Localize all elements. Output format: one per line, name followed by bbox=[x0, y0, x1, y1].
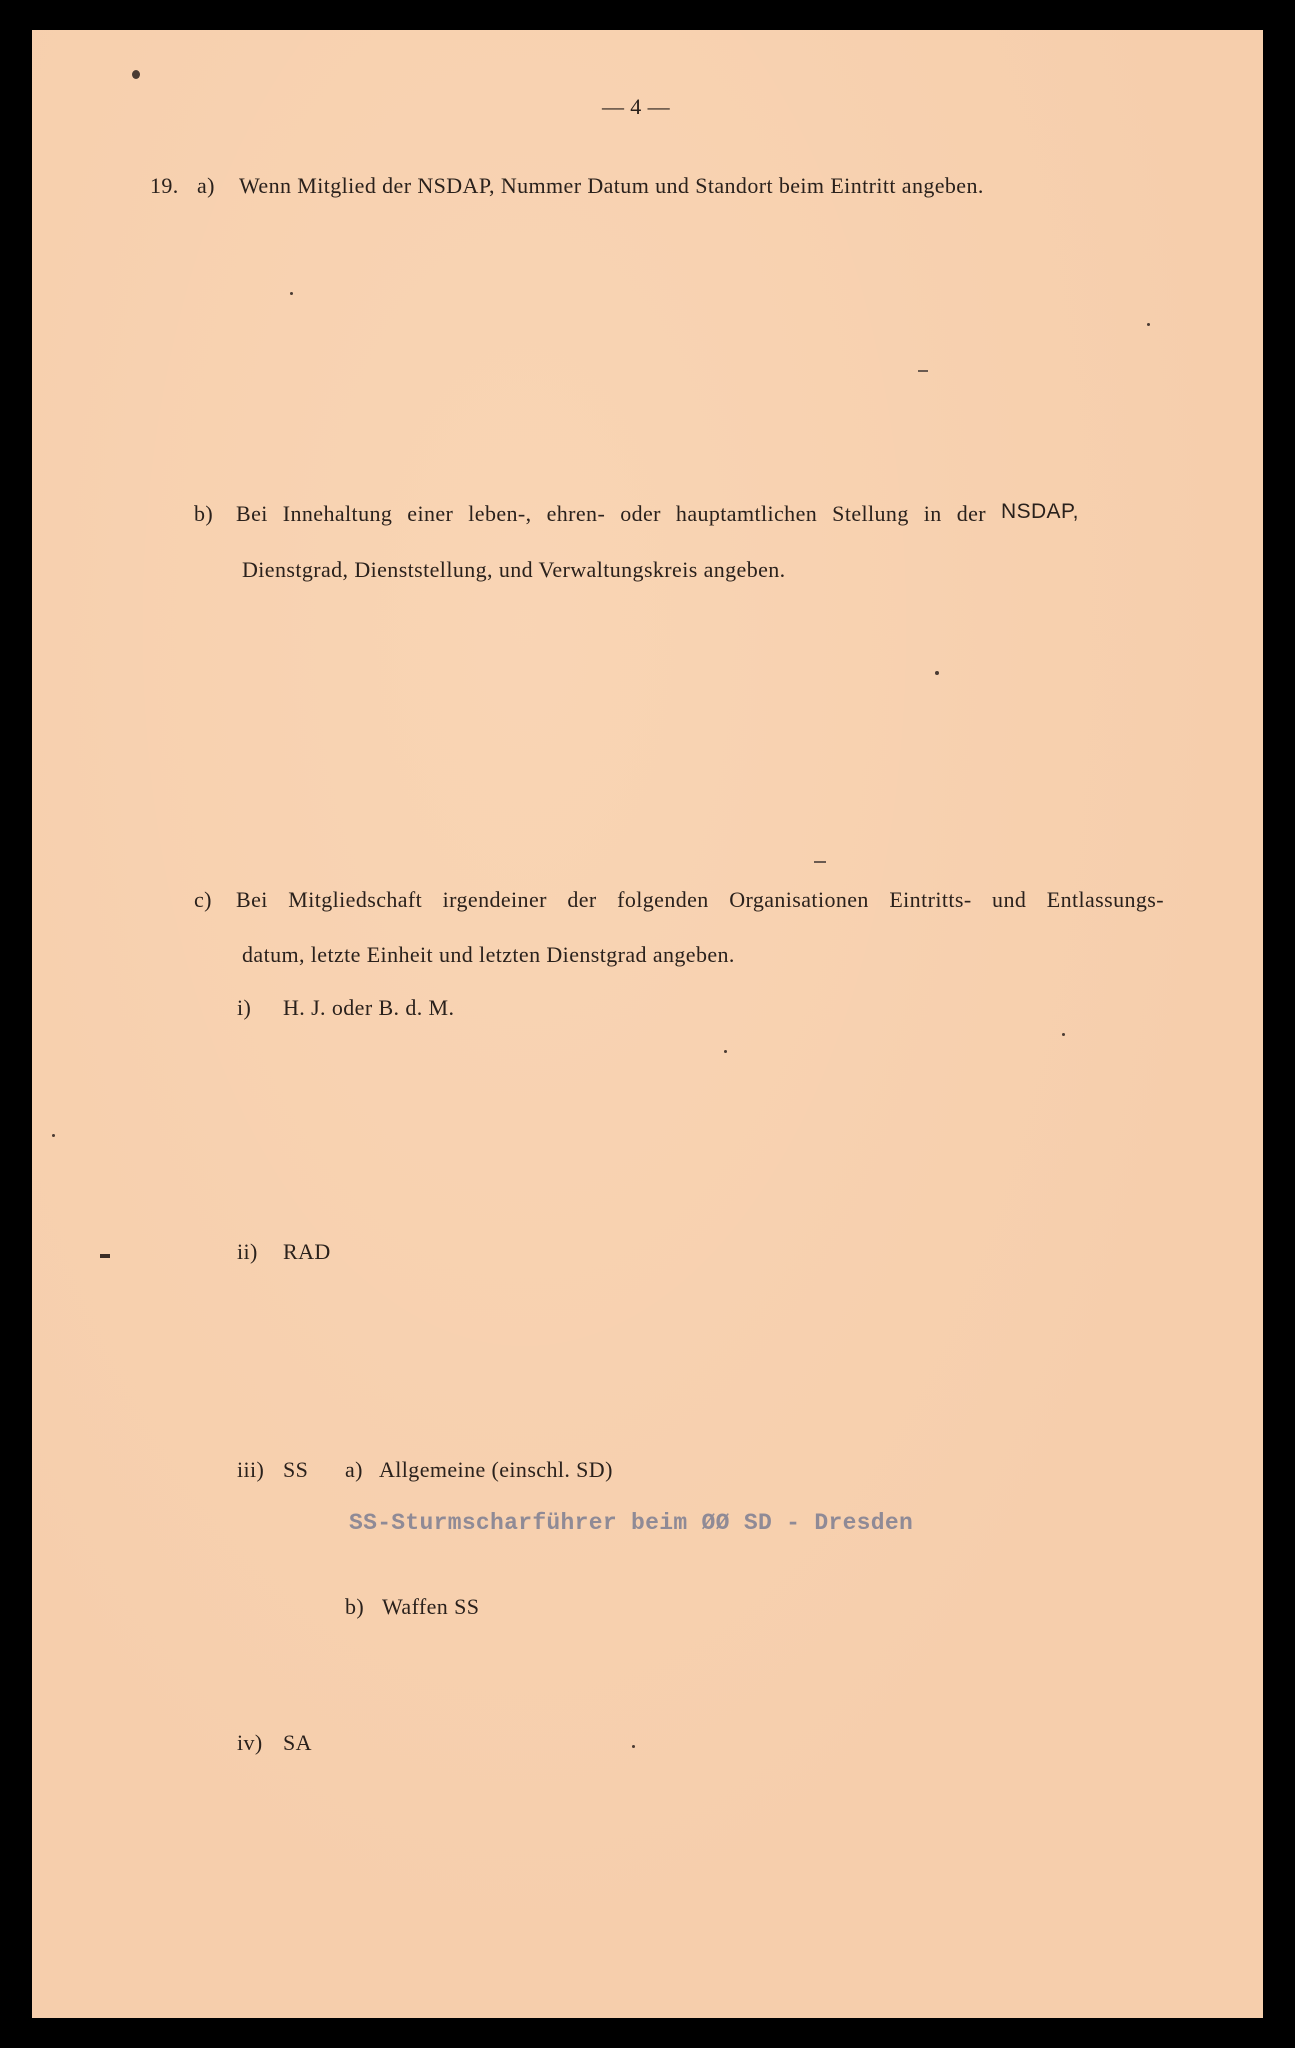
item-i-label: i) bbox=[237, 995, 252, 1020]
paper-mark bbox=[918, 370, 928, 372]
paper-speck bbox=[724, 1050, 727, 1053]
q19c-label: c) bbox=[194, 887, 212, 912]
paper-speck bbox=[1062, 1033, 1065, 1036]
q19b-line2: Dienstgrad, Dienststellung, und Verwaltungskreis angeben. bbox=[242, 557, 786, 582]
paper-mark bbox=[100, 1254, 110, 1258]
item-iii-text: SS bbox=[283, 1457, 309, 1482]
paper-mark bbox=[814, 861, 826, 863]
document-page bbox=[32, 30, 1263, 2018]
q19b-line1: Bei Innehaltung einer leben-, ehren- oder hauptamtlichen Stellung in der bbox=[236, 501, 986, 526]
item-iv-label: iv) bbox=[237, 1730, 263, 1755]
q19a-label: a) bbox=[197, 173, 215, 198]
item-iv-text: SA bbox=[283, 1730, 312, 1755]
item-ii-text: RAD bbox=[283, 1239, 331, 1264]
q19b-nsdap: NSDAP, bbox=[1001, 500, 1079, 523]
ss-a-text: Allgemeine (einschl. SD) bbox=[379, 1457, 613, 1482]
paper-speck bbox=[290, 292, 293, 295]
paper-speck bbox=[1147, 323, 1150, 326]
ss-b-text: Waffen SS bbox=[382, 1594, 480, 1619]
q19c-line2: datum, letzte Einheit und letzten Dienstgrad angeben. bbox=[242, 942, 735, 967]
paper-speck bbox=[935, 671, 939, 675]
item-iii-label: iii) bbox=[237, 1457, 265, 1482]
q19a-text: Wenn Mitglied der NSDAP, Nummer Datum und Standort beim Eintritt angeben. bbox=[239, 173, 984, 198]
item-i-text: H. J. oder B. d. M. bbox=[283, 995, 455, 1020]
q19c-line1: Bei Mitgliedschaft irgendeiner der folgenden Organisationen Eintritts- und Entlassungs- bbox=[236, 887, 1164, 912]
ss-b-label: b) bbox=[345, 1594, 365, 1619]
item-ii-label: ii) bbox=[237, 1239, 258, 1264]
paper-speck bbox=[52, 1134, 55, 1137]
question-number: 19. bbox=[150, 173, 179, 198]
q19b-label: b) bbox=[194, 501, 214, 526]
typewritten-answer: SS-Sturmscharführer beim ØØ SD - Dresden bbox=[349, 1510, 914, 1536]
ss-a-label: a) bbox=[345, 1457, 363, 1482]
paper-speck bbox=[632, 1745, 635, 1748]
paper-speck bbox=[132, 70, 140, 79]
page-number: — 4 — bbox=[602, 94, 670, 119]
